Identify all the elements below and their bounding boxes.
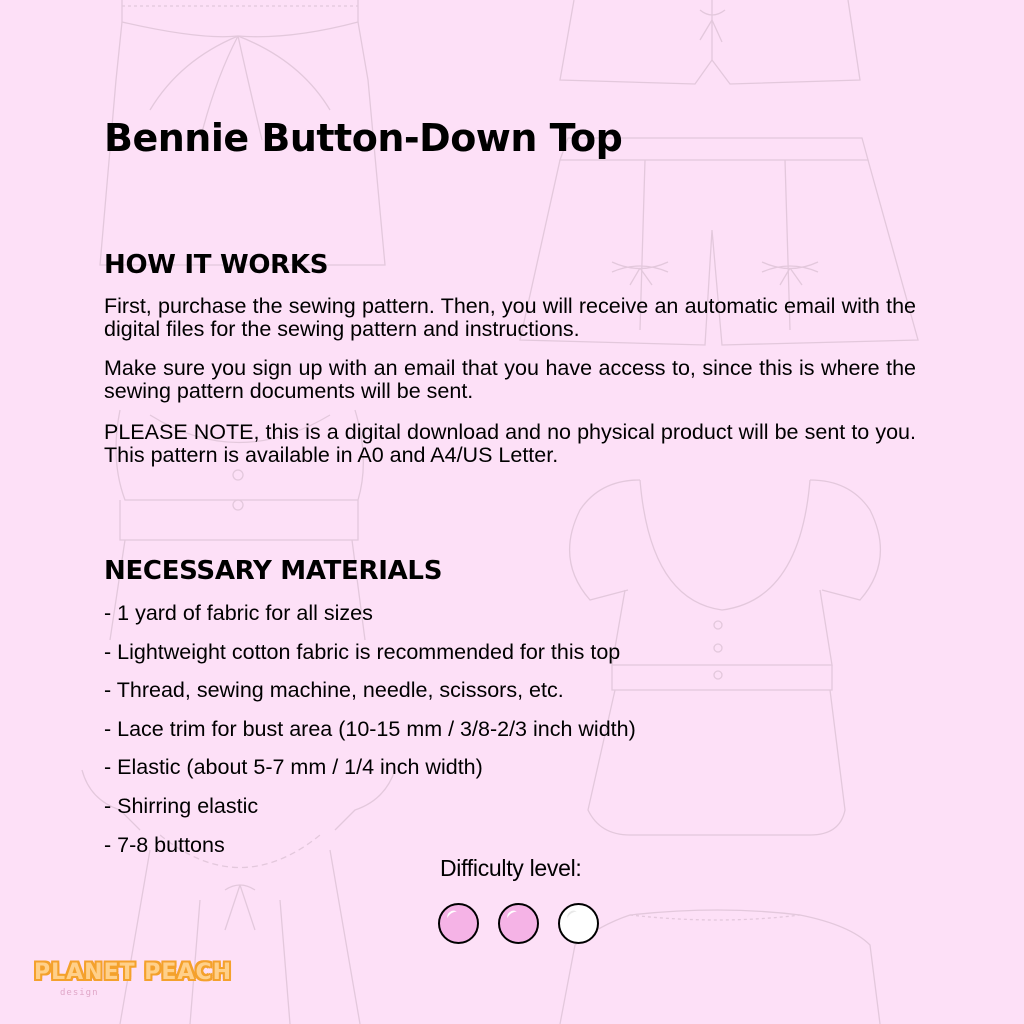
materials-list xyxy=(104,600,636,870)
materials-heading: NECESSARY MATERIALS xyxy=(104,556,443,586)
how-it-works-paragraph-3: PLEASE NOTE, this is a digital download and no physical product will be sent to you. This pattern is available in A0 and A4/US Letter. xyxy=(104,420,916,467)
material-item: - 7-8 buttons xyxy=(104,832,225,857)
page-title: Bennie Button-Down Top xyxy=(104,116,623,160)
difficulty-dot-2 xyxy=(498,903,539,944)
material-item: - Shirring elastic xyxy=(104,793,259,818)
how-it-works-paragraph-2: Make sure you sign up with an email that you have access to, since this is where the sewing pattern documents will be sent. xyxy=(104,356,916,403)
material-item: - Lightweight cotton fabric is recommended for this top xyxy=(104,639,621,664)
material-item: - Elastic (about 5-7 mm / 1/4 inch width) xyxy=(104,755,483,780)
how-it-works-paragraph-1: First, purchase the sewing pattern. Then, you will receive an automatic email with the digital files for the sewing pattern and instructions. xyxy=(104,294,916,341)
garment-sketch-top-right xyxy=(560,0,860,84)
brand-logo xyxy=(34,960,233,1000)
material-item: - 1 yard of fabric for all sizes xyxy=(104,601,373,625)
how-it-works-heading: HOW IT WORKS xyxy=(104,250,329,280)
difficulty-label: Difficulty level: xyxy=(440,855,582,881)
garment-sketch-bottom-right xyxy=(560,910,880,1024)
logo-subtitle: design xyxy=(60,988,99,998)
difficulty-dot-1 xyxy=(438,903,479,944)
logo-wordmark: PLANET PEACH xyxy=(34,960,233,985)
difficulty-dot-3 xyxy=(558,903,599,944)
material-item: - Lace trim for bust area (10-15 mm / 3/8-2/3 inch width) xyxy=(104,716,636,741)
material-item: - Thread, sewing machine, needle, scissors, etc. xyxy=(104,678,564,703)
